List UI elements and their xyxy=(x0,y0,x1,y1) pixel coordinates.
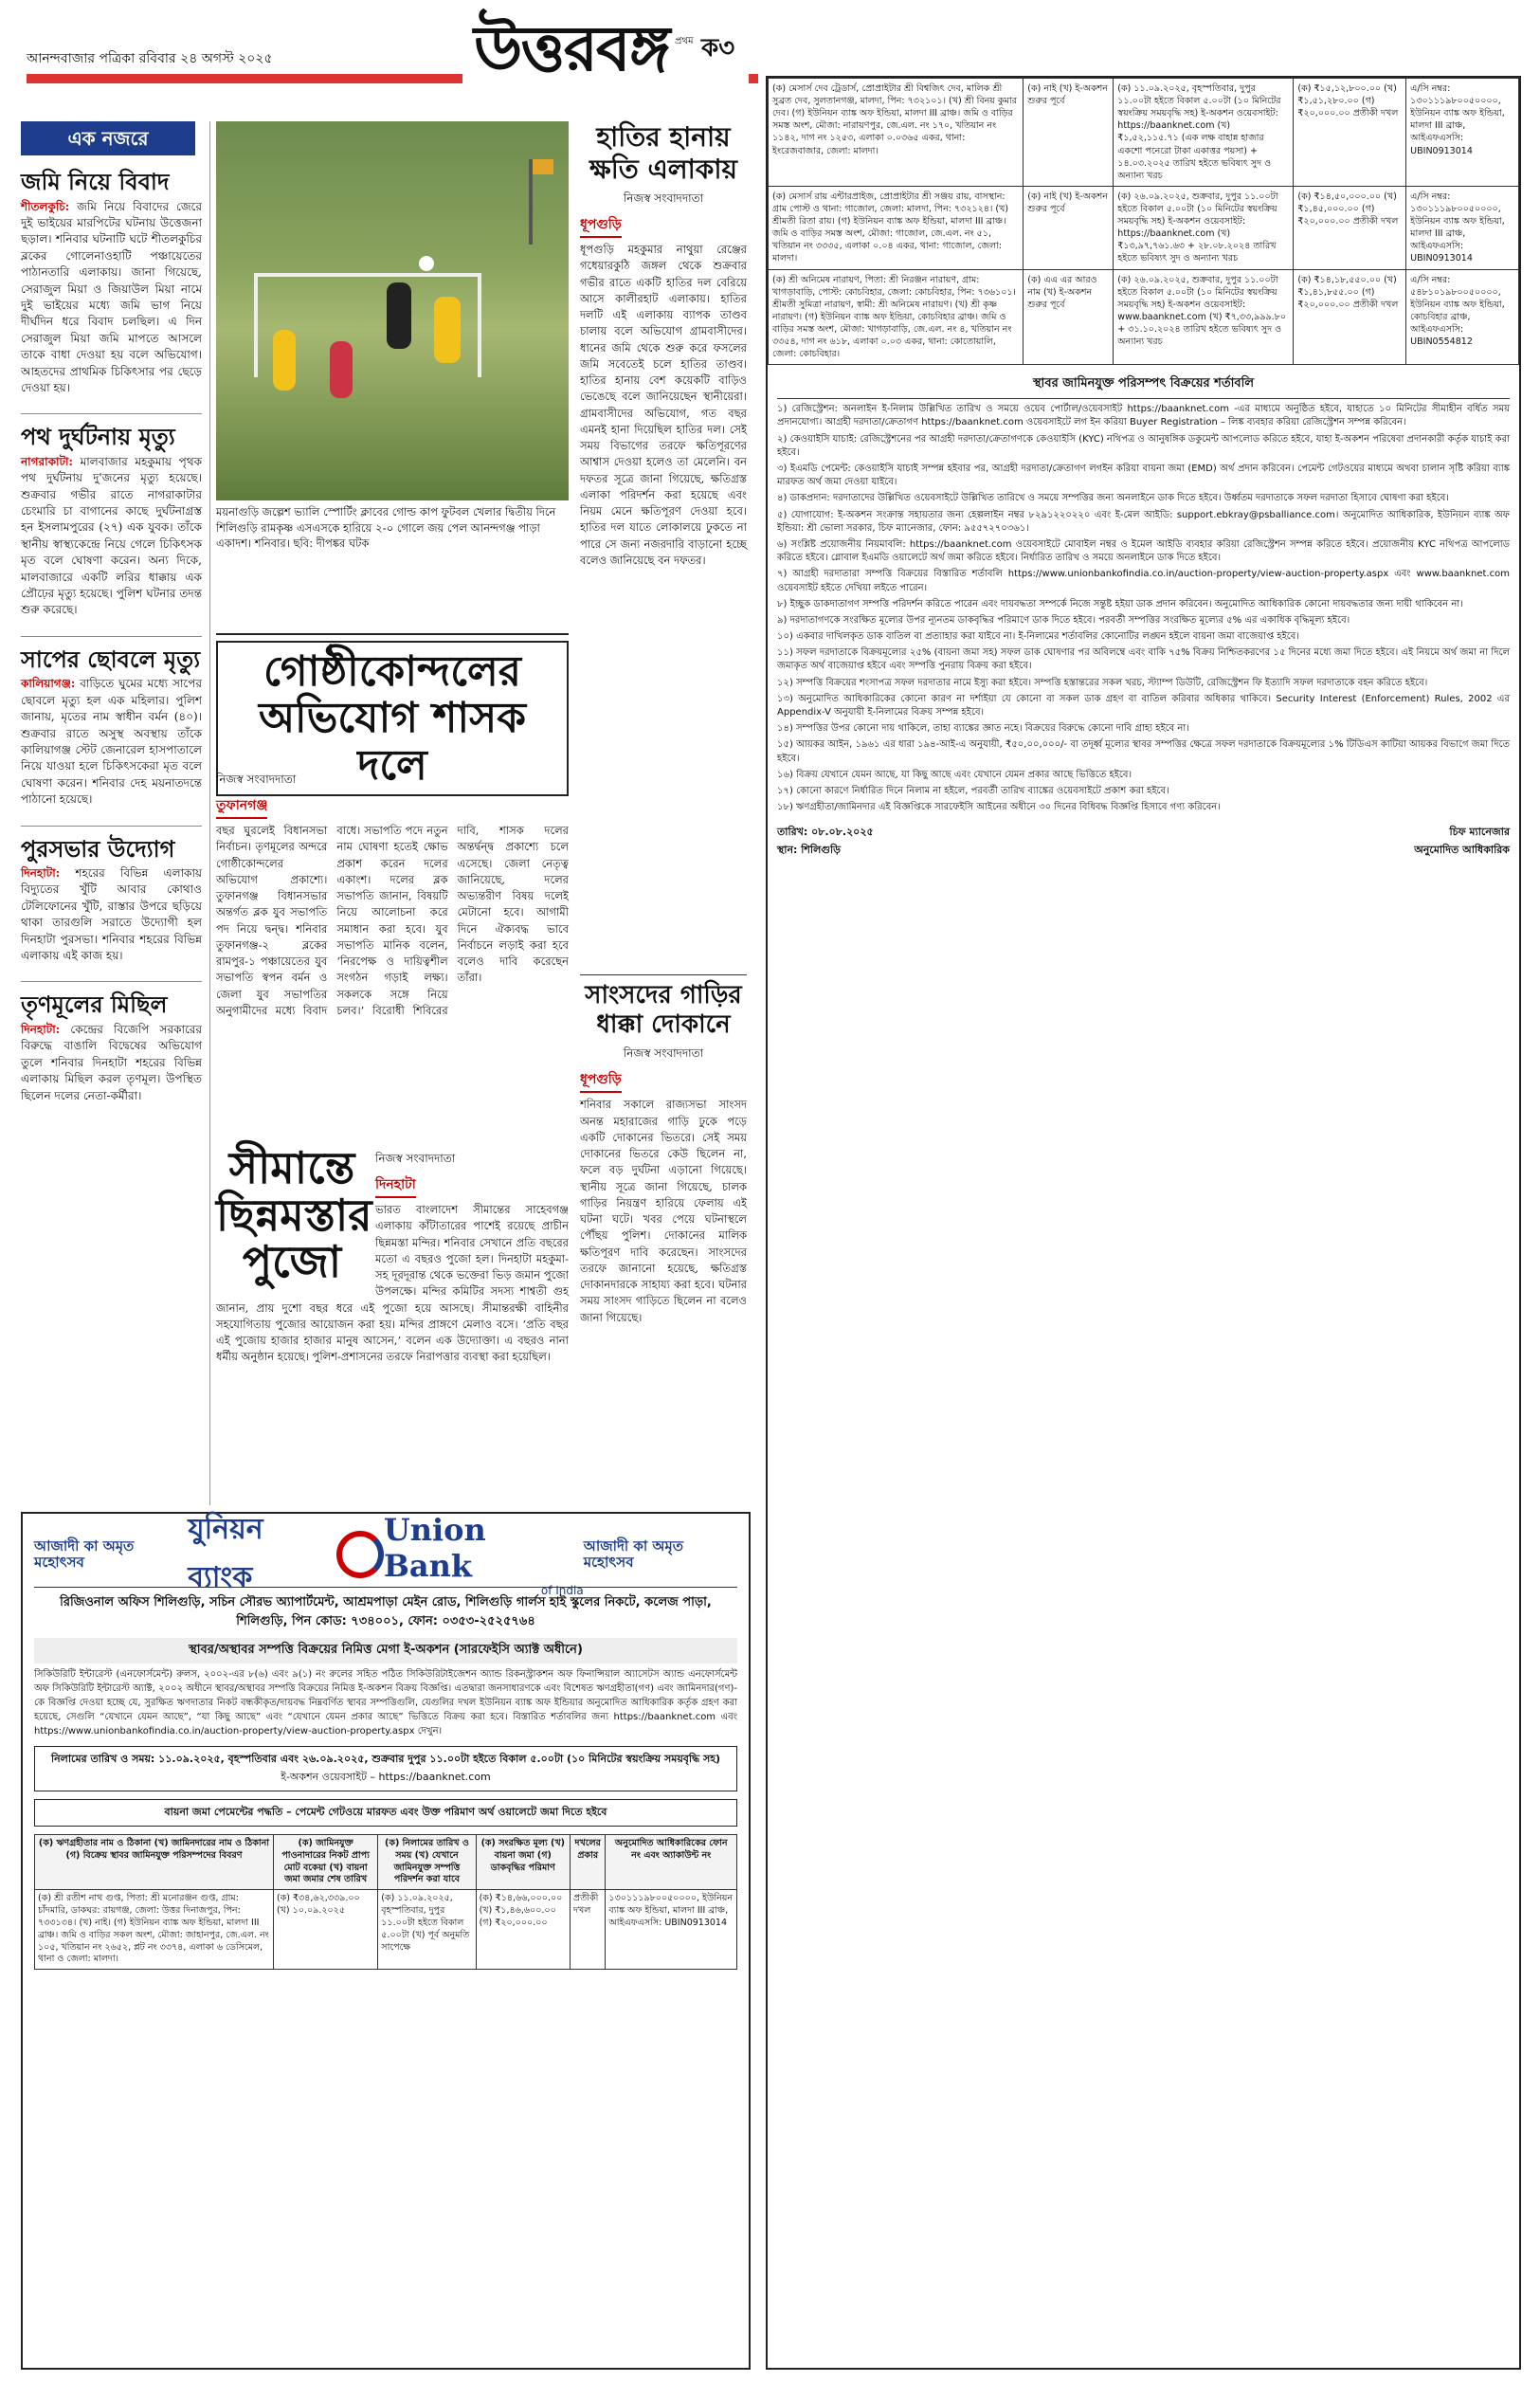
bank-name-english-block xyxy=(384,1512,584,1597)
term-item: ১০) একবার দাখিলকৃত ডাক বাতিল বা প্রত্যাহার করা যাইবে না। ই-নিলামের শর্তাবলির কোনোটির লঙ্ঘন হইলে বায়না জমা বাজেয়াপ্ত হইবে। xyxy=(777,631,1299,643)
story-headline: সীমান্তে ছিন্নমস্তার পুজো xyxy=(216,1142,372,1288)
brief-item xyxy=(21,836,209,965)
brief-title: জমি নিয়ে বিবাদ xyxy=(21,168,170,195)
table-cell: (ক) এএ এর আরও নাম (খ) ই-অকশন শুরুর পূর্বে xyxy=(1024,269,1114,365)
brief-title: পুরসভার উদ্যোগ xyxy=(21,834,175,863)
photo-caption: ময়নাগুড়ি জল্পেশ ভ্যালি স্পোর্টিং ক্লাবের গোল্ড কাপ ফুটবল খেলার দ্বিতীয় দিনে শিলিগুড়ি রামকৃষ্ণ এসএসকে হারিয়ে ২-০ গোলে জয় পেল আনন্দগঞ্জ পাড়া একাদশ। শনিবার। ছবি: দীপঙ্কর ঘটক xyxy=(216,505,556,551)
term-item: ৯) দরদাতাগণকে সংরক্ষিত মূল্যের উপর ন্যূনতম ডাকবৃদ্ধির পরিমাণে ডাক দিতে হইবে। পরবর্তী সম্পত্তির সংরক্ষিত মূল্যের ৫% এর একাধিক বৃদ্ধিমূল্য হইবে। xyxy=(777,614,1350,626)
table-cell: প্রতীকী দখল xyxy=(570,1890,605,1970)
table-header-row xyxy=(35,1835,737,1890)
term-item: ১৩) অনুমোদিত আধিকারিকের কোনো কারণ না দর্শাইয়া যে কোনো বা সকল ডাক গ্রহণ বা বাতিল করিবার অধিকার থাকিবে। Security Interest (Enforcement) Rules, 2002 এর Appendix-V অনুযায়ী ই-নিলামের বিক্রয় সম্পন্ন হইবে। xyxy=(777,693,1510,718)
brief-body xyxy=(21,1022,202,1104)
story-mp-car xyxy=(580,974,747,1326)
masthead-rule-left xyxy=(27,74,462,83)
notice-body: সিকিউরিটি ইন্টারেস্ট (এনফোর্সমেন্ট) রুলস, ২০০২-এর ৮(৬) এবং ৯(১) নং রুলের সহিত পঠিত সিকিউরিটাইজেশন অ্যান্ড রিকনস্ট্রাকশন অফ ফিনান্সিয়াল অ্যাসেটস অ্যান্ড এনফোর্সমেন্ট অফ সিকিউরিটি ইন্টারেস্ট অ্যাক্ট, ২০০২ অধীনে স্থাবর/অস্থাবর সম্পত্তি বিক্রয়ের নিমিত্ত ই-অকশন বিক্রয় বিজ্ঞপ্তি। এতদ্বারা জনসাধারণকে এবং বিশেষত ঋণগ্রহীতা(গণ) এবং জামিনদার(গণ)-কে বিজ্ঞপ্তি দেওয়া হচ্ছে যে, সুরক্ষিত ঋণদাতার নিকট বন্ধকীকৃত/দায়বদ্ধ নিম্নবর্ণিত স্থাবর সম্পত্তিগুলি, যেগুলির দখল ইউনিয়ন ব্যাঙ্ক অফ ইন্ডিয়ার অনুমোদিত আধিকারিক কর্তৃক গ্রহণ করা হয়েছে, সেগুলি “যেখানে যেমন আছে”, “যা কিছু আছে” এবং “যেখানে যেমন প্রকার আছে” ভিত্তিতে বিক্রয় করা হবে। বিস্তারিত শর্তাবলির জন্য https://baanknet.com এবং https://www.unionbankofindia.co.in/auction-property/view-auction-property.aspx দেখুন। xyxy=(34,1669,737,1736)
page-number: ক৩ xyxy=(701,34,735,63)
table-cell: (ক) ₹৩৪,৬২,৩৩৯.০০ (খ) ১০.০৯.২০২৫ xyxy=(273,1890,377,1970)
divider xyxy=(21,981,202,982)
story-headline: সাংসদের গাড়ির ধাক্কা দোকানে xyxy=(585,981,742,1040)
auction-property-table xyxy=(768,78,1519,365)
term-item: ৪) ডাকপ্রদান: দরদাতাদের উল্লিখিত ওয়েবসাইটে উল্লিখিত তারিখে ও সময়ে সম্পত্তির জন্য অনলাইনে ডাক দিতে হইবে। উর্ধ্বতম দরদাতাকে সফল দরদাতা হিসাবে ঘোষণা করা হইবে। xyxy=(777,493,1449,504)
story-place: ধূপগুড়ি xyxy=(580,1068,622,1093)
brief-location: শীতলকুচি: xyxy=(21,199,70,213)
term-item: ৫) যোগাযোগ: ই-অকশন সংক্রান্ত সহায়তার জন্য হেল্পলাইন নম্বর ৮২৯১২২০২২০ এবং ই-মেল আইডি: support.ebkray@psballiance.com। অনুমোদিত আধিকারিক, ইউনিয়ন ব্যাঙ্ক অফ ইন্ডিয়া: শ্রী ভোলা সরকার, চিফ ম্যানেজার, ফোন: ৯৫৫৭২৭০৩৬১। xyxy=(777,509,1510,534)
brief-location: দিনহাটা: xyxy=(21,866,61,881)
term-item: ১১) সফল দরদাতাকে বিক্রয়মূল্যের ২৫% (বায়না জমা সহ) সফল ডাক ঘোষণার পর অবিলম্বে এবং বাকি ৭৫% বিক্রয় নিশ্চিতকরণের ১৫ দিনের মধ্যে জমা দিতে হইবে। এই নিয়মে অর্থ জমা না দিলে জমাকৃত অর্থ বাজেয়াপ্ত হইবে এবং সম্পত্তি পুনরায় বিক্রয় করা হইবে। xyxy=(777,647,1510,672)
term-item: ৭) আগ্রহী দরদাতারা সম্পত্তি বিক্রয়ের বিস্তারিত শর্তাবলি https://www.unionbankofindia.co.in/auction-property/view-auction-property.aspx এবং www.baanknet.com ওয়েবসাইট হইতে দেখিয়া লইতে পারেন। xyxy=(777,569,1510,593)
notice-date: তারিখ: ০৮.০৮.২০২৫ xyxy=(777,826,874,839)
brief-body xyxy=(21,676,202,808)
brief-text: কেন্দ্রের বিজেপি সরকারের বিরুদ্ধে বাঙালি বিদ্বেষের অভিযোগ তুলে শনিবার দিনহাটা শহরের বিভিন্ন এলাকায় মিছিল করল তৃণমূল। উপস্থিত ছিলেন দলের নেতা-কর্মীরা। xyxy=(21,1023,202,1102)
ad-property-table xyxy=(34,1834,737,1970)
term-item: ১৬) বিক্রয় যেখানে যেমন আছে, যা কিছু আছে এবং যেখানে যেমন প্রকার আছে ভিত্তিতে হইবে। xyxy=(777,769,1132,780)
brief-item xyxy=(21,169,209,396)
table-cell: (ক) ₹১৪,৬৬,০০০.০০ (খ) ₹১,৪৬,৬০০.০০ (গ) ₹২০,০০০.০০ xyxy=(476,1890,570,1970)
bank-auction-ad xyxy=(21,1512,751,2370)
table-row xyxy=(769,269,1519,365)
signature-block xyxy=(777,824,1510,860)
term-item: ২) কেওয়াইসি যাচাই: রেজিস্ট্রেশনের পর আগ্রহী দরদাতা/ক্রেতাগণকে কেওয়াইসি (KYC) নথিপত্র ও আনুষঙ্গিক ডকুমেন্ট আপলোড করিতে হইবে, যাহা ই-অকশন পরিষেবা প্রদানকারী কর্তৃক যাচাই করা হইবে। xyxy=(777,433,1510,458)
azadi-logo-right: আজাদী কা অমৃত মহোৎসব xyxy=(583,1537,684,1571)
brief-item xyxy=(21,646,209,809)
signatory-title: চিফ ম্যানেজার xyxy=(1449,826,1510,839)
story-body: ধূপগুড়ি মহকুমার নাথুয়া রেঞ্জের গধেয়ারকুঠি জঙ্গল থেকে শুক্রবার গভীর রাতে একটি হাতির দল বেরিয়ে আসে কালীরহাট এলাকায়। হাতির দলটি এই এলাকায় ব্যাপক তাণ্ডব চালায় বলে অভিযোগ গ্রামবাসীদের। ধানের জমি থেকে শুরু করে ফসলের জমি সবেতেই চলে হাতির তাণ্ডব। হাতির হানায় বেশ কয়েকটি বাড়িও ভেঙেছে বলে জানিয়েছেন স্থানীয়েরা। গ্রামবাসীদের অভিযোগ, গত বছর এমনই হানা দিয়েছিল হাতির দল। সেই সময় বিভাগের তরফে ক্ষতিপূরণের আশ্বাস দেওয়া হলেও তা মেলেনি। বন দফতর সূত্রে জানা গিয়েছে, ক্ষতিগ্রস্ত এলাকা পরিদর্শন করা হয়েছে এবং নিয়ম মেনে ক্ষতিপূরণ দেওয়া হবে। হাতির দল যাতে লোকালয়ে ঢুকতে না পারে সে জন্য নজরদারি বাড়ানো হচ্ছে বলেও জানিয়েছে বন দফতর। xyxy=(580,243,747,567)
union-bank-logo-icon xyxy=(336,1531,384,1578)
term-item: ৬) সংশ্লিষ্ট প্রয়োজনীয় নিয়মাবলি: https://baanknet.com ওয়েবসাইটে মোবাইল নম্বর ও ইমেল আইডি ব্যবহার করিয়া রেজিস্ট্রেশন সম্পন্ন করিতে হইবে। প্রয়োজনীয় KYC নথিপত্র আপলোড করিতে হইবে। গ্লোবাল ইএমডি ওয়ালেটে অর্থ জমা করিতে হইবে। নির্ধারিত তারিখ ও সময়ে অনলাইনে ডাক দিতে হইবে। xyxy=(777,538,1510,564)
player-figure xyxy=(434,297,461,363)
table-cell: (ক) নাই (খ) ই-অকশন শুরুর পূর্বে xyxy=(1024,79,1114,187)
auction-notice-column xyxy=(766,76,1521,2370)
divider xyxy=(21,413,202,414)
date-place xyxy=(777,824,874,860)
table-cell: এ/সি নম্বর: ১৩০১১১৯৮০০৫০০০০, ইউনিয়ন ব্যাঙ্ক অফ ইন্ডিয়া, মালদা III ব্রাঞ্চ, আইএফএসসি: UBIN0913014 xyxy=(1406,79,1519,187)
brief-title: সাপের ছোবলে মৃত্যু xyxy=(21,645,201,673)
table-header-cell: (ক) ঋণগ্রহীতার নাম ও ঠিকানা (খ) জামিনদারের নাম ও ঠিকানা (গ) বিক্রেয় স্থাবর জামিনযুক্ত পরিসম্পদের বিবরণ xyxy=(35,1835,274,1890)
emd-payment-box: বায়না জমা পেমেন্টের পদ্ধতি – পেমেন্ট গেটওয়ে মারফত এবং উক্ত পরিমাণ অর্থ ওয়ালেটে জমা দিতে হইবে xyxy=(34,1799,737,1827)
story-body: শনিবার সকালে রাজ্যসভা সাংসদ অনন্ত মহারাজের গাড়ি ঢুকে পড়ে একটি দোকানের ভিতরে। সেই সময় দোকানের ভিতরে কেউ ছিলেন না, ফলে বড় দুর্ঘটনা এড়ানো গিয়েছে। স্থানীয় সূত্রে জানা গিয়েছে, চালক গাড়ির নিয়ন্ত্রণ হারিয়ে ফেলায় এই ঘটনা ঘটে। খবর পেয়ে ঘটনাস্থলে পৌঁছয় পুলিশ। দোকানের মালিক ক্ষতিপূরণ দাবি করেছেন। সাংসদের তরফে জানানো হয়েছে, ক্ষতিগ্রস্ত দোকানদারকে সাহায্য করা হবে। ঘটনার সময় সাংসদ গাড়িতে ছিলেন না বলেও জানা গিয়েছে। xyxy=(580,1098,747,1324)
table-cell: (ক) মেসার্স দেব ট্রেডার্স, প্রোপ্রাইটার শ্রী বিশ্বজিৎ দেব, মালিক শ্রী সুব্রত দেব, সুলতানগঞ্জ, মালদা, পিন: ৭৩২১০১। (খ) শ্রী বিনয় কুমার দেব। (গ) ইউনিয়ন ব্যাঙ্ক অফ ইন্ডিয়া, মালদা III ব্রাঞ্চ। জমি ও বাড়ির সমস্ত অংশ, মৌজা: নারায়ণপুর, জে.এল. নং ১৭০, খতিয়ান নং ১১৪২, দাগ নং ১২৫৩, এলাকা ০.০৩৬৫ একর, থানা: ইংরেজবাজার, জেলা: মালদা। xyxy=(769,79,1024,187)
signatory-subtitle: অনুমোদিত আধিকারিক xyxy=(1414,844,1510,857)
notice-place: স্থান: শিলিগুড়ি xyxy=(777,844,842,857)
table-row xyxy=(769,186,1519,269)
table-cell: এ/সি নম্বর: ৫৪৮১০১৯৮০০৫০০০০, ইউনিয়ন ব্যাঙ্ক অফ ইন্ডিয়া, কোচবিহার ব্রাঞ্চ, আইএফএসসি: UBIN0554812 xyxy=(1406,269,1519,365)
story-border-puja xyxy=(216,1142,569,1366)
brief-location: কালিয়াগঞ্জ: xyxy=(21,677,76,691)
term-item: ১৪) সম্পত্তির উপর কোনো দায় থাকিলে, তাহা ব্যাঙ্কের জ্ঞাত নহে। বিক্রয়ের বিরুদ্ধে কোনো দাবি গ্রাহ্য হইবে না। xyxy=(777,723,1189,735)
table-cell: (ক) ₹১৫,১২,৮০০.০০ (খ) ₹১,৫১,২৮০.০০ (গ) ₹২০,০০০.০০ প্রতীকী দখল xyxy=(1294,79,1406,187)
story-headline: গোষ্ঠীকোন্দলের অভিযোগ শাসক দলে xyxy=(216,641,569,796)
table-header-cell: (ক) জামিনযুক্ত পাওনাদারের নিকট প্রাপ্য মোট বকেয়া (খ) বায়না জমা জমার শেষ তারিখ xyxy=(273,1835,377,1890)
table-header-cell: (ক) সংরক্ষিত মূল্য (খ) বায়না জমা (গ) ডাকবৃদ্ধির পরিমাণ xyxy=(476,1835,570,1890)
football-photo xyxy=(216,121,569,500)
brief-title: পথ দুর্ঘটনায় মৃত্যু xyxy=(21,423,175,451)
table-cell: (ক) শ্রী অনিমেষ নারায়ণ, পিতা: শ্রী নিরঞ্জন নারায়ণ, গ্রাম: খাগড়াবাড়ি, পোস্ট: কোচবিহার, জেলা: কোচবিহার, পিন: ৭৩৬১০১। শ্রীমতী সুমিত্রা নারায়ণ, স্বামী: শ্রী অনিমেষ নারায়ণ। (খ) শ্রী কৃষ্ণ নারায়ণ। (গ) ইউনিয়ন ব্যাঙ্ক অফ ইন্ডিয়া, কোচবিহার ব্রাঞ্চ। জমি ও বাড়ির সমস্ত অংশ, মৌজা: খাগড়াবাড়ি, জে.এল. নং ৪, খতিয়ান নং ৩৩৫৪, দাগ নং ৬১৮, এলাকা ০.০৩ একর, থানা: কোতোয়ালি, জেলা: কোচবিহার। xyxy=(769,269,1024,365)
bank-name-english: Union Bank xyxy=(383,1511,486,1584)
auction-date: নিলামের তারিখ ও সময়: ১১.০৯.২০২৫, বৃহস্পতিবার এবং ২৬.০৯.২০২৫, শুক্রবার দুপুর ১১.০০টা হইতে বিকাল ৫.০০টা (১০ মিনিটের স্বয়ংক্রিয় সময়বৃদ্ধি সহ) xyxy=(50,1753,721,1765)
branch-address: রিজিওনাল অফিস শিলিগুড়ি, সচিন সৌরভ অ্যাপার্টমেন্ট, আশ্রমপাড়া মেইন রোড, শিলিগুড়ি গার্লস হাই স্কুলের নিকটে, কলেজ পাড়া, শিলিগুড়ি, পিন কোড: ৭৩৪০০১, ফোন: ০৩৫৩-২৫২৫৭৬৪ xyxy=(60,1595,712,1628)
term-item: ৮) ইচ্ছুক ডাকদাতাগণ সম্পত্তি পরিদর্শন করিতে পারেন এবং দায়বদ্ধতা সম্পর্কে নিজে সন্তুষ্ট হইয়া ডাক প্রদান করিবেন। অনুমোদিত আধিকারিক কোনো দায়বদ্ধতার জন্য দায়ী থাকিবেন না। xyxy=(777,598,1463,609)
table-row xyxy=(35,1890,737,1970)
ball-icon xyxy=(419,256,434,271)
table-cell: (ক) ১১.০৯.২০২৫, বৃহস্পতিবার, দুপুর ১১.০০টা হইতে বিকাল ৫.০০টা (খ) পূর্ব অনুমতি সাপেক্ষে xyxy=(378,1890,476,1970)
player-figure xyxy=(330,341,353,398)
table-cell: (ক) নাই (খ) ই-অকশন শুরুর পূর্বে xyxy=(1024,186,1114,269)
brief-title: তৃণমূলের মিছিল xyxy=(21,991,168,1019)
story-place: ধূপগুড়ি xyxy=(580,213,622,238)
azadi-logo-left: আজাদী কা অমৃত মহোৎসব xyxy=(34,1537,135,1571)
signatory xyxy=(1414,824,1510,860)
term-item: ১২) সম্পত্তি বিক্রয়ের শংসাপত্র সফল দরদাতার নামে ইস্যু করা হইবে। সম্পত্তি হস্তান্তরের সকল খরচ, স্ট্যাম্প ডিউটি, রেজিস্ট্রেশন ফি ইত্যাদি সফল দরদাতাকে বহন করিতে হইবে। xyxy=(777,677,1428,688)
table-cell: (ক) ২৬.০৯.২০২৫, শুক্রবার, দুপুর ১১.০০টা হইতে বিকাল ৫.০০টা (১০ মিনিটের স্বয়ংক্রিয় সময়বৃদ্ধি সহ) ই-অকশন ওয়েবসাইট: https://baanknet.com (খ) ₹১৩,৯৭,৭৬১.৬৩ + ২৮.০৮.২০২৪ তারিখ হইতে ভবিষ্যৎ সুদ ও অন্যান্য খরচ xyxy=(1114,186,1294,269)
terms-title: স্থাবর জামিনযুক্ত পরিসম্পৎ বিক্রয়ের শর্তাবলি xyxy=(777,371,1510,399)
terms-section xyxy=(768,365,1519,865)
table-cell: (ক) ১১.০৯.২০২৫, বৃহস্পতিবার, দুপুর ১১.০০টা হইতে বিকাল ৫.০০টা (১০ মিনিটের স্বয়ংক্রিয় সময়বৃদ্ধি সহ) ই-অকশন ওয়েবসাইট: https://baanknet.com (খ) ₹১,৫২,১১৫.৭১ (এক লক্ষ বাহান্ন হাজার একশো পনেরো টাকা একাত্তর পয়সা) + ১৪.০৩.২০২৫ তারিখ হইতে ভবিষ্যৎ সুদ ও অন্যান্য খরচ xyxy=(1114,79,1294,187)
table-cell: এ/সি নম্বর: ১৩০১১১৯৮০০৫০০০০, ইউনিয়ন ব্যাঙ্ক অফ ইন্ডিয়া, মালদা III ব্রাঞ্চ, আইএফএসসি: UBIN0913014 xyxy=(1406,186,1519,269)
table-cell: (ক) শ্রী রতীশ নাথ গুপ্ত, পিতা: শ্রী মনোরঞ্জন গুপ্ত, গ্রাম: চাঁদমারি, ডাকঘর: রায়গঞ্জ, জেলা: উত্তর দিনাজপুর, পিন: ৭৩৩১৩৪। (খ) নাই। (গ) ইউনিয়ন ব্যাঙ্ক অফ ইন্ডিয়া, মালদা III ব্রাঞ্চ। জমি ও বাড়ির সকল অংশ, মৌজা: জাহানপুর, জে.এল. নং ১০৫, খতিয়ান নং ২৬৫২, প্লট নং ৩৩৭৪, এলাকা ৬ ডেসিমেল, থানা ও জেলা: মালদা। xyxy=(35,1890,274,1970)
story-place: তুফানগঞ্জ xyxy=(216,794,267,819)
brief-text: জমি নিয়ে বিবাদের জেরে দুই ভাইয়ের মারপিটের ঘটনায় উত্তেজনা ছড়াল। শনিবার ঘটনাটি ঘটে শীতলকুচির ব্লকের গোলেনাওহাটি পঞ্চায়েতের পাঠানতারি এলাকায়। জানা গিয়েছে, সেরাজুল মিয়া ও জিয়াউল মিয়া নামে দুই ভাইয়ের মধ্যে জমি ভাগ নিয়ে দীর্ঘদিন ধরে বিবাদ চলছিল। এ দিন সেরাজুল মিয়া জমি মাপতে আসলে তাকে বাধা দেওয়া হয় বলে অভিযোগ। আহতদের প্রাথমিক চিকিৎসার পর ছেড়ে দেওয়া হয়। xyxy=(21,199,202,394)
corner-flag-icon xyxy=(529,159,533,245)
briefs-header: এক নজরে xyxy=(21,121,195,155)
table-cell: (ক) মেসার্স রায় এন্টারপ্রাইজ, প্রোপ্রাইটার শ্রী সঞ্জয় রায়, বাসস্থান: গ্রাম পোস্ট ও থানা: গাজোল, জেলা: মালদা, পিন: ৭৩২১২৪। (খ) শ্রীমতী রিতা রায়। (গ) ইউনিয়ন ব্যাঙ্ক অফ ইন্ডিয়া, মালদা III ব্রাঞ্চ। জমি ও বাড়ির সমস্ত অংশ, মৌজা: গাজোল, জে.এল. নং ৫১, খতিয়ান নং ৩৩৩৫, এলাকা ০.০৪ একর, থানা: গাজোল, জেলা: মালদা। xyxy=(769,186,1024,269)
dateline: আনন্দবাজার পত্রিকা রবিবার ২৪ অগস্ট ২০২৫ xyxy=(27,51,273,66)
ad-header xyxy=(34,1511,737,1597)
table-cell: (ক) ₹১৪,১৮,৫৫০.০০ (খ) ₹১,৪১,৮৫৫.০০ (গ) ₹২০,০০০.০০ প্রতীকী দখল xyxy=(1294,269,1406,365)
brief-body xyxy=(21,199,202,397)
divider xyxy=(21,636,202,637)
table-cell: ১৩০১১১৯৮০০৫০০০০, ইউনিয়ন ব্যাঙ্ক অফ ইন্ডিয়া, মালদা III ব্রাঞ্চ, আইএফএসসি: UBIN0913014 xyxy=(606,1890,737,1970)
brief-item xyxy=(21,991,209,1104)
term-item: ১৭) কোনো কারণে নির্ধারিত দিনে নিলাম না হইলে, পরবর্তী তারিখ ব্যাঙ্কের ওয়েবসাইটে প্রকাশ করা হইবে। xyxy=(777,785,1169,796)
term-item: ৩) ইএমডি পেমেন্ট: কেওয়াইসি যাচাই সম্পন্ন হইবার পর, আগ্রহী দরদাতা/ক্রেতাগণ লগইন করিয়া বায়না জমা (EMD) অর্থ প্রদান করিবেন। পেমেন্ট গেটওয়ের মাধ্যমে অথবা চালান সৃষ্টি করিয়া ব্যাঙ্ক মারফত অর্থ জমা দেওয়া যাইবে। xyxy=(777,464,1510,488)
byline: নিজস্ব সংবাদদাতা xyxy=(375,1152,456,1165)
section-tag: প্রথম xyxy=(675,36,694,46)
brief-text: শহরের বিভিন্ন এলাকায় বিদ্যুতের খুঁটি আবার কোথাও টেলিফোনের খুঁটি, রাস্তার উপরে ছড়িয়ে থাকা তারগুলি সরাতে উদ্যোগী হল দিনহাটা পুরসভা। শনিবার শহরের বিভিন্ন এলাকায় এই কাজ হয়। xyxy=(21,866,202,963)
term-item: ১) রেজিস্ট্রেশন: অনলাইন ই-নিলাম উল্লিখিত তারিখ ও সময়ে ওয়েব পোর্টাল/ওয়েবসাইট https://baanknet.com -এর মাধ্যমে অনুষ্ঠিত হইবে, যাহাতে ১০ মিনিটের সীমাহীন বর্ধিত সময় প্রদানযোগ্য। আগ্রহী দরদাতা/ক্রেতাগণ https://baanknet.com ওয়েবসাইটে লগ ইন করিয়া Buyer Registration – লিঙ্ক ব্যবহার করিয়া রেজিস্ট্রেশন সম্পন্ন করিবেন। xyxy=(777,404,1510,428)
section-title: উত্তরবঙ্গ xyxy=(474,11,669,85)
story-place: দিনহাটা xyxy=(375,1173,416,1198)
masthead-rule-right xyxy=(749,74,758,83)
bank-name-sub: of India xyxy=(540,1583,584,1597)
story-body: ভারত বাংলাদেশ সীমান্তের সাহেবগঞ্জ এলাকায় কাঁটাতারের পাশেই রয়েছে প্রাচীন ছিন্নমস্তা মন্দির। শনিবার সেখানে প্রতি বছরের মতো এ বছরও পুজো হল। দিনহাটা মহকুমা-সহ দূরদূরান্ত থেকে ভক্তেরা ভিড় জমান পুজো উপলক্ষে। মন্দির কমিটির সদস্য শাশ্বতী গুহ জানান, প্রায় দুশো বছর ধরে এই পুজো হয়ে আসছে। সীমান্তরক্ষী বাহিনীর সহযোগিতায় পুজোর আয়োজন করা হয়। মন্দির প্রাঙ্গণে মেলাও বসে। ‘প্রতি বছর এই পুজোয় হাজার হাজার মানুষ আসেন,’ বলেন এক উদ্যোক্তা। এ বছরও নানা ধর্মীয় অনুষ্ঠান হয়েছে। পুলিশ-প্রশাসনের তরফে নিরাপত্তার ব্যবস্থা করা হয়েছিল। xyxy=(216,1203,569,1364)
brief-location: নাগরাকাটা: xyxy=(21,454,73,468)
table-header-cell: দখলের প্রকার xyxy=(570,1835,605,1890)
brief-body xyxy=(21,865,202,964)
table-header-cell: অনুমোদিত আধিকারিকের ফোন নং এবং অ্যাকাউন্ট নং xyxy=(606,1835,737,1890)
player-figure xyxy=(387,282,411,349)
player-figure xyxy=(273,330,296,391)
briefs-column xyxy=(21,121,210,1505)
story-faction xyxy=(216,766,569,1019)
brief-body xyxy=(21,454,202,619)
bank-name-bengali: যুনিয়ন ব্যাংক xyxy=(188,1512,263,1594)
term-item: ১৮) ঋণগ্রহীতা/জামিনদার এই বিজ্ঞপ্তিকে সারফেইসি আইনের অধীনে ৩০ দিনের বিধিবদ্ধ বিজ্ঞপ্তি হিসাবে গণ্য করিবেন। xyxy=(777,802,1221,813)
story-headline: হাতির হানায় ক্ষতি এলাকায় xyxy=(589,121,737,185)
table-cell: (ক) ₹১৪,৫০,০০০.০০ (খ) ₹১,৪৫,০০০.০০ (গ) ₹২০,০০০.০০ প্রতীকী দখল xyxy=(1294,186,1406,269)
story-body: বছর ঘুরলেই বিধানসভা নির্বাচন। তৃণমূলের অন্দরে গোষ্ঠীকোন্দলের অভিযোগ প্রকাশ্যে। তুফানগঞ্জ বিধানসভার অন্তর্গত ব্লক যুব সভাপতি পদ নিয়ে দ্বন্দ্ব। শনিবার তুফানগঞ্জ-২ ব্লকের রামপুর-১ পঞ্চায়েতের যুব সভাপতি স্বপন বর্মন ও জেলা যুব সভাপতির অনুগামীদের মধ্যে বিবাদ বাধে। সভাপতি পদে নতুন নাম ঘোষণা হতেই ক্ষোভ প্রকাশ করেন দলের একাংশ। দলের ব্লক সভাপতি জানান, বিষয়টি নিয়ে আলোচনা করে সমাধান করা হবে। যুব সভাপতি মানিক বলেন, ‘নিরপেক্ষ ও দায়িত্বশীল সংগঠন গড়াই লক্ষ্য। সকলকে সঙ্গে নিয়ে চলব।’ বিরোধী শিবিরের দাবি, শাসক দলের অন্তর্দ্বন্দ্ব প্রকাশ্যে চলে এসেছে। জেলা নেতৃত্ব জানিয়েছে, দলের অভ্যন্তরীণ বিষয় দলেই মেটানো হবে। আগামী দিনে ঐক্যবদ্ধ ভাবে নির্বাচনে লড়াই করা হবে বলেও দাবি করেছেন তাঁরা। xyxy=(216,824,569,1017)
table-row xyxy=(769,79,1519,187)
story-elephant xyxy=(580,121,747,569)
brief-text: মালবাজার মহকুমায় পৃথক পথ দুর্ঘটনায় দু'জনের মৃত্যু হয়েছে। শুক্রবার গভীর রাতে নাগরাকাটার চেংমারি চা বাগানের কাছে দুর্ঘটনাগ্রস্ত হন ইসলামপুরের (২৭) এক যুবক। তাঁকে স্থানীয় স্বাস্থ্যকেন্দ্রে নিয়ে গেলে চিকিৎসক মৃত বলে ঘোষণা করেন। অন্য দিকে, মালবাজারে একটি লরির ধাক্কায় এক প্রৌঢ়ের মৃত্যু হয়েছে। পুলিশ ঘটনার তদন্ত শুরু করেছে। xyxy=(21,454,202,617)
term-item: ১৫) আয়কর আইন, ১৯৬১ এর ধারা ১৯৪-আই-এ অনুযায়ী, ₹৫০,০০,০০০/- বা তদূর্ধ্ব মূল্যের স্থাবর সম্পত্তির ক্ষেত্রে সফল দরদাতাকে বিক্রয়মূল্যের ১% টিডিএস কাটিয়া আয়কর বিভাগে জমা দিতে হইবে। xyxy=(777,739,1510,764)
byline: নিজস্ব সংবাদদাতা xyxy=(623,1046,704,1061)
auction-date-box xyxy=(34,1746,737,1791)
brief-location: দিনহাটা: xyxy=(21,1023,61,1037)
main-news xyxy=(216,121,747,1505)
auction-website: ই-অকশন ওয়েবসাইট – https://baanknet.com xyxy=(281,1771,491,1783)
table-cell: (ক) ২৬.০৯.২০২৫, শুক্রবার, দুপুর ১১.০০টা হইতে বিকাল ৫.০০টা (১০ মিনিটের স্বয়ংক্রিয় সময়বৃদ্ধি সহ) ই-অকশন ওয়েবসাইট: www.baanknet.com (খ) ₹৭,৩৩,৯৯৯.৮০ + ৩১.১০.২০২৪ তারিখ হইতে ভবিষ্যৎ সুদ ও অন্যান্য খরচ xyxy=(1114,269,1294,365)
notice-title: স্থাবর/অস্থাবর সম্পত্তি বিক্রয়ের নিমিত্ত মেগা ই-অকশন (সারফেইসি অ্যাক্ট অধীনে) xyxy=(34,1638,737,1664)
table-header-cell: (ক) নিলামের তারিখ ও সময় (খ) যেখানে জামিনযুক্ত সম্পত্তি পরিদর্শন করা যাবে xyxy=(378,1835,476,1890)
byline: নিজস্ব সংবাদদাতা xyxy=(216,773,297,786)
byline: নিজস্ব সংবাদদাতা xyxy=(623,191,704,206)
divider xyxy=(21,826,202,827)
brief-text: বাড়িতে ঘুমের মধ্যে সাপের ছোবলে মৃত্যু হল এক মহিলার। পুলিশ জানায়, মৃতের নাম স্বাধীন বর্মন (৪০)। শুক্রবার রাতে অসুস্থ অবস্থায় তাঁকে কালিয়াগঞ্জ স্টেট জেনারেল হাসপাতালে নিয়ে যাওয়া হলে চিকিৎসকেরা মৃত বলে ঘোষণা করেন। শনিবার দেহ ময়নাতদন্তে পাঠানো হয়েছে। xyxy=(21,677,202,807)
brief-item xyxy=(21,424,209,619)
